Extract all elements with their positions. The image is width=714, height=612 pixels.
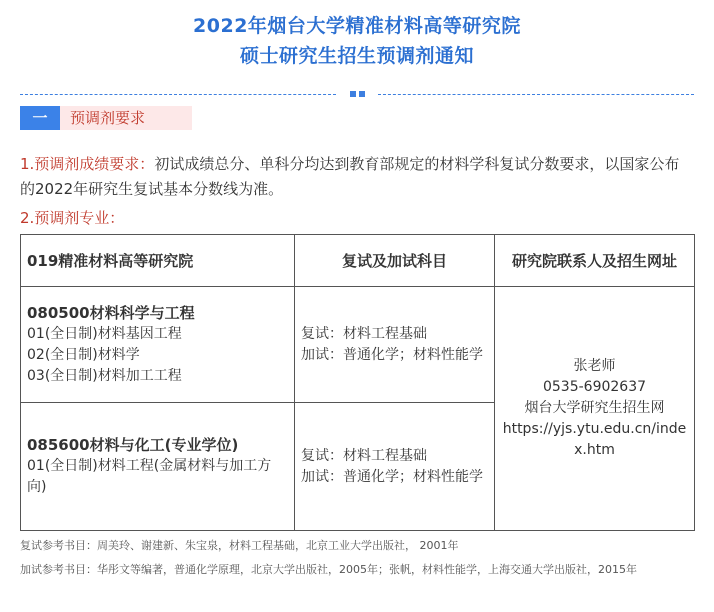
program-title: 080500材料科学与工程 bbox=[27, 303, 195, 322]
program-cell bbox=[21, 287, 295, 403]
extra-reference-books: 加试参考书目：华彤文等编著，普通化学原理，北京大学出版社，2005年；张帆，材料性能学，上海交通大学出版社，2015年 bbox=[20, 563, 637, 576]
retest-subject: 复试：材料工程基础 bbox=[301, 325, 427, 342]
page-title-line2: 硕士研究生招生预调剂通知 bbox=[239, 45, 474, 67]
header-contact: 研究院联系人及招生网址 bbox=[495, 235, 695, 287]
requirement-score-label: 1.预调剂成绩要求： bbox=[20, 155, 155, 173]
program-direction: 02(全日制)材料学 bbox=[27, 346, 140, 363]
table-header-row bbox=[21, 235, 695, 287]
contact-phone: 0535-6902637 bbox=[542, 379, 647, 395]
table-row bbox=[21, 287, 695, 403]
contact-office: 烟台大学研究生招生网 bbox=[524, 400, 665, 416]
separator-square-icon bbox=[359, 91, 365, 97]
page-title-line1: 2022年烟台大学精准材料高等研究院 bbox=[193, 15, 521, 37]
contact-url[interactable]: https://yjs.ytu.edu.cn/index.htm bbox=[502, 421, 687, 458]
retest-reference-books: 复试参考书目：周美玲、谢建新、朱宝泉，材料工程基础，北京工业大学出版社， 2001年 bbox=[20, 539, 459, 552]
extra-subject: 加试：普通化学；材料性能学 bbox=[301, 346, 483, 363]
subjects-cell bbox=[295, 403, 495, 531]
retest-subject: 复试：材料工程基础 bbox=[301, 447, 427, 464]
separator-square-icon bbox=[350, 91, 356, 97]
header-subjects: 复试及加试科目 bbox=[295, 235, 495, 287]
program-cell bbox=[21, 403, 295, 531]
requirement-major-label: 2.预调剂专业： bbox=[20, 209, 125, 227]
section-label: 预调剂要求 bbox=[60, 106, 192, 130]
requirement-score-text: 初试成绩总分、单科分均达到教育部规定的材料学科复试分数要求，以国家公布的2022年研究生复试基本分数线为准。 bbox=[20, 155, 680, 198]
section-number-badge: 一 bbox=[20, 106, 60, 130]
contact-cell bbox=[495, 287, 695, 531]
majors-table bbox=[20, 234, 695, 531]
extra-subject: 加试：普通化学；材料性能学 bbox=[301, 468, 483, 485]
program-title: 085600材料与化工(专业学位) bbox=[27, 436, 239, 454]
separator-left-line bbox=[20, 94, 336, 95]
program-direction: 03(全日制)材料加工工程 bbox=[27, 367, 182, 384]
separator-right-line bbox=[378, 94, 694, 95]
contact-name: 张老师 bbox=[573, 358, 616, 374]
subjects-cell bbox=[295, 287, 495, 403]
program-direction: 01(全日制)材料基因工程 bbox=[27, 325, 182, 342]
program-direction: 01(全日制)材料工程(金属材料与加工方向) bbox=[27, 458, 272, 495]
requirement-score bbox=[20, 152, 694, 202]
header-institute: 019精准材料高等研究院 bbox=[21, 235, 295, 287]
title-separator bbox=[20, 90, 694, 100]
